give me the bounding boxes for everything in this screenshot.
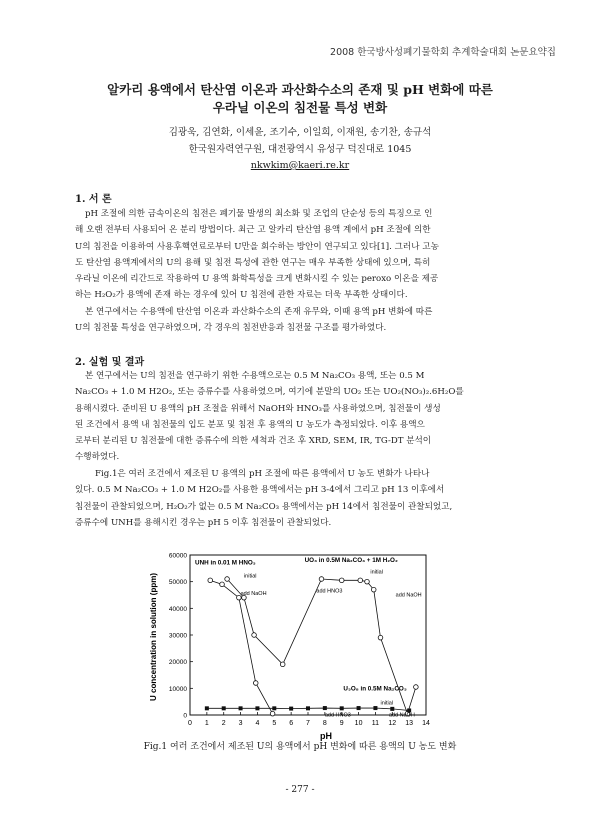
text-line: 침전물이 관찰되었으며, H₂O₂가 없는 0.5 M Na₂CO₃ 용액에서는 pH 14에서 침전물이 관찰되었고, xyxy=(75,501,453,512)
text-line: 해 오랜 전부터 사용되어 온 분리 방법이다. 최근 고 알카리 탄산염 용액 계에서 pH 조절에 의한 xyxy=(75,225,431,236)
data-point xyxy=(280,662,285,667)
text-line: Fig.1은 여러 조건에서 제조된 U 용액의 pH 조절에 따른 용액에서 U 농도 변화가 나타나 xyxy=(95,469,430,479)
series-line-2 xyxy=(227,579,416,714)
figure-caption: Fig.1 여러 조건에서 제조된 U의 용액에서 pH 변화에 따른 용액의 U 농도 변화 xyxy=(143,742,457,752)
text-line: 도 탄산염 용액계에서의 U의 용해 및 침전 특성에 관한 연구는 매우 부족한 상태에 있으며, 특히 xyxy=(75,257,431,268)
text-line: 증류수에 UNH를 용해시킨 경우는 pH 5 이후 침전물이 관찰되었다. xyxy=(75,517,332,528)
data-point xyxy=(208,578,213,583)
series-label: UNH in 0.01 M HNO₃ xyxy=(195,559,256,567)
annotation: add NaOH xyxy=(240,591,267,597)
annotation: add NaOH xyxy=(395,592,422,599)
x-tick-label: 6 xyxy=(289,720,294,727)
title-line-2: 우라닐 이온의 침전물 특성 변화 xyxy=(212,100,388,115)
running-header: 2008 한국방사성폐기물학회 추계학술대회 논문요약집 xyxy=(330,47,556,58)
annotation: initial xyxy=(380,700,394,707)
data-point xyxy=(220,582,225,587)
data-point xyxy=(339,578,344,583)
x-tick-label: 7 xyxy=(306,720,310,727)
data-point xyxy=(289,707,293,711)
x-tick-label: 13 xyxy=(405,720,414,727)
data-point xyxy=(319,577,324,582)
data-point xyxy=(357,706,361,710)
annotation: initial xyxy=(370,569,383,576)
paragraph-methods-1 xyxy=(75,368,527,466)
text-line: 된 조건에서 용액 내 침전물의 입도 분포 및 침전 후 용액의 U 농도가 측정되었다. 이후 용액으 xyxy=(75,419,425,430)
y-axis-label: U concentration in solution (ppm) xyxy=(149,573,158,701)
figure-1-chart xyxy=(140,545,440,743)
data-point xyxy=(371,587,376,592)
paragraph-intro-2 xyxy=(75,304,527,337)
text-line: 본 연구에서는 U의 침전을 연구하기 위한 수용액으로는 0.5 M Na₂CO₃ 용액, 또는 0.5 M xyxy=(85,371,425,381)
series-label: U₃O₈ in 0.5M Na₂CO₃ xyxy=(343,685,407,693)
annotation: initial xyxy=(243,573,257,580)
data-point xyxy=(390,707,394,711)
data-point xyxy=(222,706,226,710)
x-tick-label: 11 xyxy=(371,720,380,727)
annotation: add HNO3 xyxy=(324,712,351,719)
y-tick-label: 20000 xyxy=(168,659,187,667)
y-tick-label: 30000 xyxy=(168,632,187,640)
annotation: add NaOH xyxy=(388,712,415,719)
y-tick-label: 50000 xyxy=(168,579,187,587)
text-line: 본 연구에서는 수용액에 탄산염 이온과 과산화수소의 존재 유무와, 이때 용액 pH 변화에 따른 xyxy=(85,307,433,317)
x-tick-label: 1 xyxy=(204,720,209,727)
y-tick-label: 0 xyxy=(183,712,187,720)
text-line: 수행하였다. xyxy=(75,452,120,463)
paragraph-intro-1 xyxy=(75,206,527,304)
data-point xyxy=(373,706,377,710)
y-tick-label: 60000 xyxy=(168,552,187,560)
text-line: pH 조절에 의한 금속이온의 침전은 폐기물 발생의 최소화 및 조업의 단순성 등의 특징으로 인 xyxy=(85,209,433,219)
data-point xyxy=(252,633,257,638)
x-tick-label: 4 xyxy=(255,720,260,727)
text-line: 하는 H₂O₂가 용액에 존재 하는 경우에 있어 U 침전에 관한 자료는 더욱 부족한 상태이다. xyxy=(75,290,408,301)
text-line: U의 침전물 특성을 연구하였으며, 각 경우의 침전반응과 침전물 구조를 평가하였다. xyxy=(75,323,387,334)
data-point xyxy=(239,706,243,710)
text-line: Na₂CO₃ + 1.0 M H2O₂, 또는 증류수를 사용하였으며, 여기에 분말의 UO₂ 또는 UO₂(NO₃)₂.6H₂O를 xyxy=(75,387,464,398)
affiliation: 한국원자력연구원, 대전광역시 유성구 덕진대로 1045 xyxy=(188,144,412,155)
x-tick-label: 8 xyxy=(322,720,327,727)
text-line: 로부터 분리된 U 침전물에 대한 증류수에 의한 세척과 건조 후 XRD, SEM, IR, TG-DT 분석이 xyxy=(75,436,432,447)
chart-series xyxy=(205,577,418,716)
data-point xyxy=(414,685,419,690)
x-tick-label: 5 xyxy=(272,720,277,727)
x-tick-label: 3 xyxy=(238,720,243,727)
x-tick-label: 0 xyxy=(188,720,192,727)
x-axis-label: pH xyxy=(320,731,332,741)
data-point xyxy=(255,706,259,710)
data-point xyxy=(272,706,276,710)
data-point xyxy=(306,706,310,710)
annotation: add HNO3 xyxy=(316,588,343,595)
data-point xyxy=(358,578,363,583)
data-point xyxy=(270,711,275,716)
text-line: U의 침전을 이용하여 사용후핵연료로부터 U만을 회수하는 방안이 연구되고 있다[1]. 그러나 고농 xyxy=(75,241,439,252)
data-point xyxy=(253,681,258,686)
paragraph-results-1 xyxy=(75,466,527,531)
section-heading-intro: 1. 서 론 xyxy=(75,194,112,205)
data-point xyxy=(378,635,383,640)
section-heading-methods: 2. 실험 및 결과 xyxy=(75,357,145,368)
data-point xyxy=(365,579,370,584)
data-point xyxy=(340,706,344,710)
data-point xyxy=(323,706,327,710)
text-line: 우라닐 이온에 리간드로 작용하여 U 용액 화학특성을 크게 변화시킬 수 있는 peroxo 이온을 제공 xyxy=(75,274,439,285)
data-point xyxy=(205,706,209,710)
y-tick-label: 10000 xyxy=(168,685,187,693)
authors: 김광욱, 김연화, 이세윤, 조기수, 이일희, 이재원, 송기찬, 송규석 xyxy=(168,127,432,138)
series-label: UO₃ in 0.5M Na₂CO₃ + 1M H₂O₂ xyxy=(304,557,398,565)
x-tick-label: 2 xyxy=(221,720,226,727)
series-line-1 xyxy=(210,580,272,713)
x-tick-label: 12 xyxy=(388,720,397,727)
x-tick-label: 10 xyxy=(354,720,363,727)
text-line: 있다. 0.5 M Na₂CO₃ + 1.0 M H2O₂를 사용한 용액에서는 pH 3-4에서 그리고 pH 13 이후에서 xyxy=(75,485,445,496)
page-number: - 277 - xyxy=(285,785,315,795)
data-point xyxy=(225,577,230,582)
x-tick-label: 14 xyxy=(422,720,430,727)
x-tick-label: 9 xyxy=(339,720,344,727)
text-line: 용해시켰다. 준비된 U 용액의 pH 조절을 위해서 NaOH와 HNO₃를 사용하였으며, 침전물이 생성 xyxy=(75,403,441,414)
y-tick-label: 40000 xyxy=(168,605,187,613)
title-line-1: 알카리 용액에서 탄산염 이온과 과산화수소의 존재 및 pH 변화에 따른 xyxy=(107,82,493,97)
email-link[interactable]: nkwkim@kaeri.re.kr xyxy=(250,160,350,171)
